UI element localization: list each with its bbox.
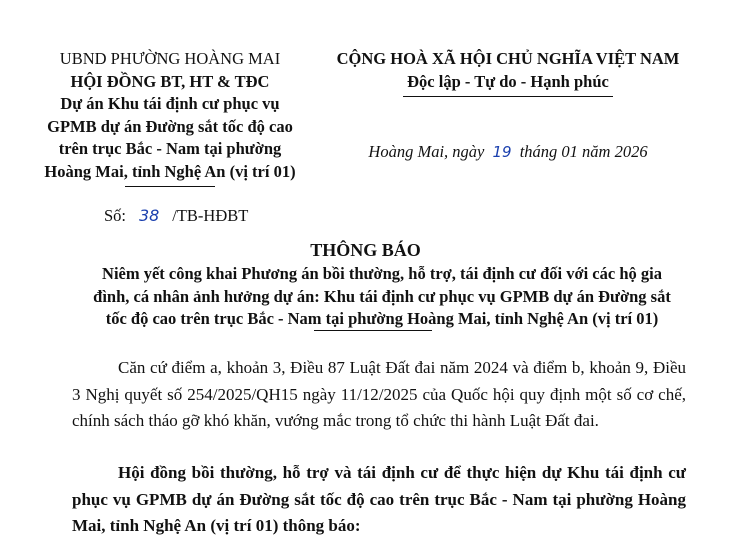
number-handwritten: 38 <box>138 206 160 225</box>
date-prefix: Hoàng Mai, ngày <box>368 142 485 161</box>
issuing-authority-block <box>40 48 300 187</box>
subject-underline <box>314 330 432 331</box>
nation-name: CỘNG HOÀ XÃ HỘI CHỦ NGHĨA VIỆT NAM <box>336 49 680 68</box>
date-day-handwritten: 19 <box>492 143 512 161</box>
number-prefix: Số: <box>104 206 127 225</box>
motto-underline <box>403 96 613 97</box>
national-motto: Độc lập - Tự do - Hạnh phúc <box>407 71 609 91</box>
legal-basis-paragraph: Căn cứ điểm a, khoản 3, Điều 87 Luật Đất đai năm 2024 và điểm b, khoản 9, Điều 3 Nghị quyết số 254/2025/QH15 ngày 11/12/2025 của Quốc hội quy định một số cơ chế, chính sách tháo gỡ khó khăn, vướng mắc trong tổ chức thi hành Luật Đất đai. <box>72 358 686 430</box>
notice-subject: Niêm yết công khai Phương án bồi thường, hỗ trợ, tái định cư đối với các hộ gia đình, cá nhân ảnh hưởng dự án: Khu tái định cư phục vụ GPMB dự án Đường sắt tốc độ cao trên trục Bắc - Nam tại phường Hoàng Mai, tỉnh Nghệ An (vị trí 01) <box>93 264 671 328</box>
notice-title: THÔNG BÁO <box>310 240 421 260</box>
council-name: HỘI ĐỒNG BT, HT & TĐC <box>70 71 270 91</box>
document-number <box>104 206 248 226</box>
council-announcement-paragraph: Hội đồng bồi thường, hỗ trợ và tái định cư để thực hiện dự Khu tái định cư phục vụ GPMB dự án Đường sắt tốc độ cao trên trục Bắc - Nam tại phường Hoàng Mai, tỉnh Nghệ An (vị trí 01) thông báo: <box>72 463 686 535</box>
date-suffix: tháng 01 năm 2026 <box>519 142 648 161</box>
national-header-block <box>318 48 698 97</box>
agency-name: UBND PHƯỜNG HOÀNG MAI <box>59 49 281 68</box>
project-name: Dự án Khu tái định cư phục vụ GPMB dự án Đường sắt tốc độ cao trên trục Bắc - Nam tại phường Hoàng Mai, tỉnh Nghệ An (vị trí 01) <box>44 94 296 181</box>
authority-underline <box>125 186 215 187</box>
number-suffix: /TB-HĐBT <box>172 206 249 225</box>
issue-date <box>318 142 698 162</box>
